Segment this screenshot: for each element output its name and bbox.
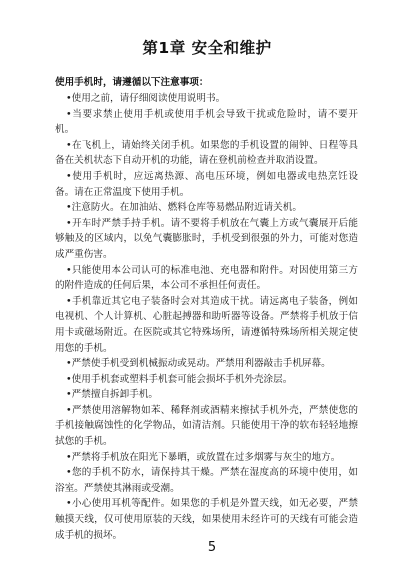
safety-notice-list <box>55 91 358 543</box>
intro-heading: 使用手机时，请遵循以下注意事项： <box>55 77 209 88</box>
page-number: 5 <box>207 540 217 555</box>
safety-notice-item: •严禁使用溶解物如苯、稀释剂或酒精来擦拭手机外壳，严禁使您的手机接触腐蚀性的化学物品，如清洁剂。只能使用干净的软布轻轻地擦拭您的手机。 <box>55 404 358 448</box>
chapter-title: 第1章 安全和维护 <box>142 39 272 57</box>
safety-notice-item: •使用之前，请仔细阅读使用说明书。 <box>66 93 226 104</box>
safety-notice-item: •只能使用本公司认可的标准电池、充电器和附件。对因使用第三方的附件造成的任何后果，本公司不承担任何责任。 <box>55 264 358 292</box>
safety-notice-item: •使用手机时，应远离热源、高电压环境，例如电器或电热烹饪设备。请在正常温度下使用手机。 <box>55 170 358 198</box>
safety-notice-item: •在飞机上，请始终关闭手机。如果您的手机设置的闹钟、日程等具备在关机状态下自动开机的功能，请在登机前检查并取消设置。 <box>55 139 358 167</box>
safety-notice-item: •开车时严禁手持手机。请不要将手机放在气囊上方或气囊展开后能够触及的区域内，以免气囊膨胀时，手机受到很强的外力，可能对您造成严重伤害。 <box>55 217 358 260</box>
safety-notice-item: •严禁使手机受到机械振动或晃动。严禁用利器敲击手机屏幕。 <box>66 358 331 370</box>
safety-notice-item: •手机靠近其它电子装备时会对其造成干扰。请远离电子装备，例如电视机、个人计算机、心脏起搏器和助听器等设备。严禁将手机放于信用卡或磁场附近。在医院或其它特殊场所，请遵循特殊场所相关规定使用您的手机。 <box>55 295 358 354</box>
safety-notice-item: •使用手机套或塑料手机套可能会损坏手机外壳涂层。 <box>66 373 293 385</box>
safety-notice-item: •小心使用耳机等配件。如果您的手机是外置天线，如无必要，严禁触摸天线，仅可使用原装的天线，如果使用未经许可的天线有可能会造成手机的损坏。 <box>55 498 358 541</box>
safety-notice-item: •注意防火。在加油站、燃料仓库等易燃品附近请关机。 <box>66 202 302 214</box>
safety-notice-item: •当要求禁止使用手机或使用手机会导致干扰或危险时，请不要开机。 <box>55 108 358 136</box>
safety-notice-item: •严禁将手机放在阳光下暴晒，或放置在过多烟雾与灰尘的地方。 <box>66 451 341 463</box>
safety-notice-item: •严禁擅自拆卸手机。 <box>66 389 159 401</box>
safety-notice-item: •您的手机不防水，请保持其干燥。严禁在湿度高的环境中使用，如浴室。严禁使其淋雨或受潮。 <box>55 467 358 494</box>
